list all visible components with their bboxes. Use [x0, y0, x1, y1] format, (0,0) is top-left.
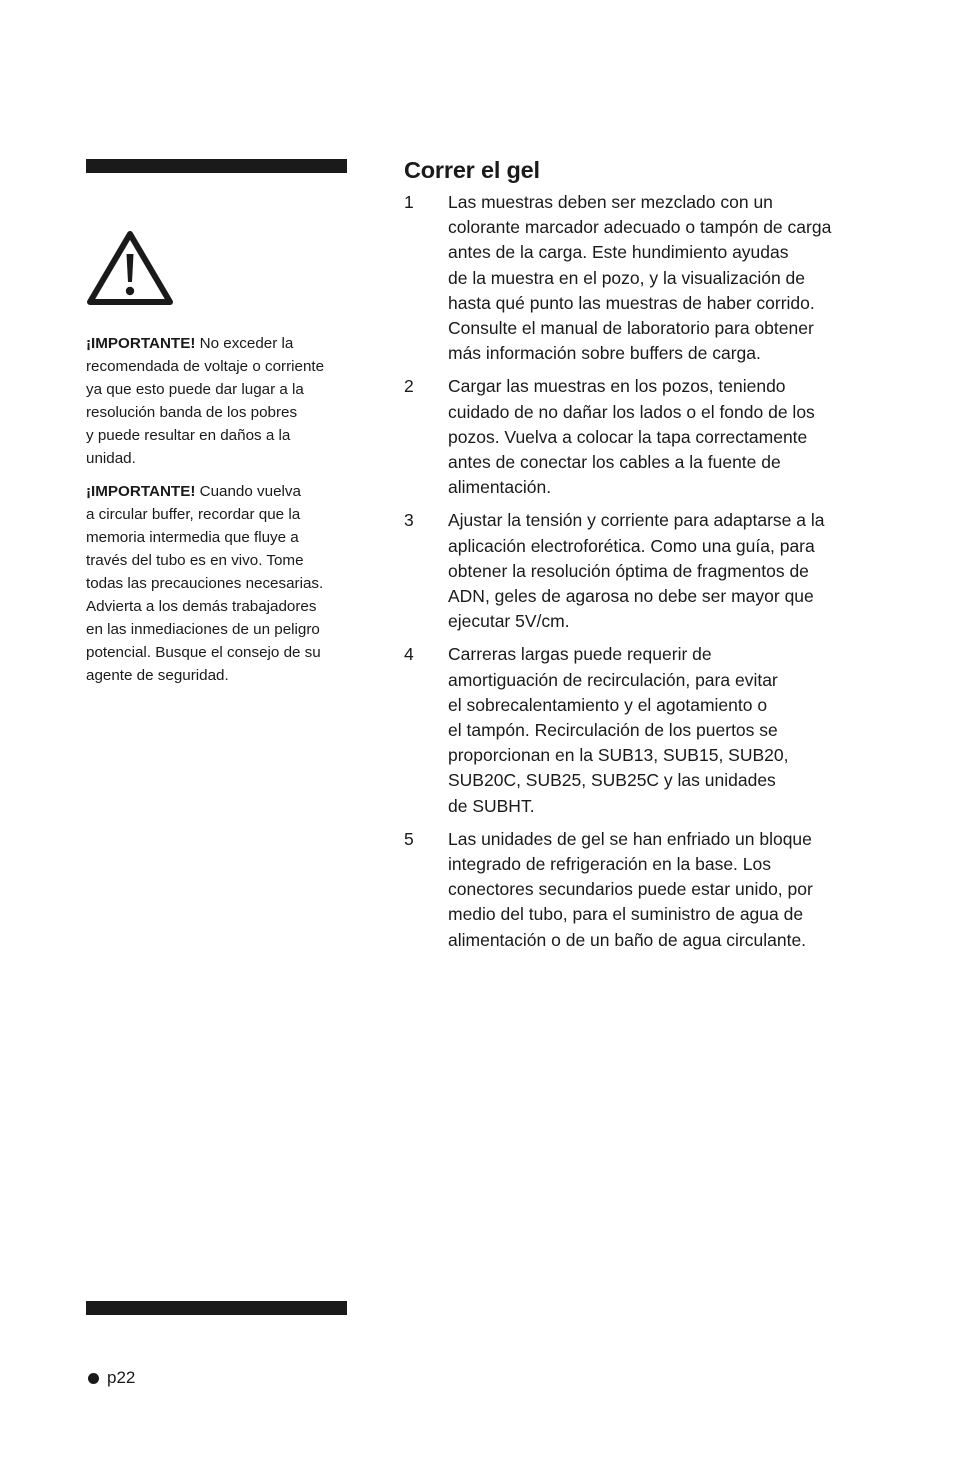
- step-number: 4: [404, 644, 414, 665]
- page-footer: [88, 1366, 135, 1390]
- step-number: 2: [404, 376, 414, 397]
- note-label: ¡IMPORTANTE!: [86, 483, 196, 500]
- warning-triangle-icon: [86, 230, 174, 306]
- note-text: No exceder la recomendada de voltaje o corriente ya que esto puede dar lugar a la resolución banda de los pobres y puede resultar en daños a la unidad.: [86, 335, 325, 467]
- step-item: [404, 508, 874, 634]
- step-number: 3: [404, 510, 414, 531]
- sidebar-notes: [86, 332, 350, 697]
- section-title: Correr el gel: [404, 157, 540, 183]
- page-number: p22: [107, 1368, 136, 1387]
- step-text: Las unidades de gel se han enfriado un bloque integrado de refrigeración en la base. Los conectores secundarios puede estar unido, por medio del tubo, para el suministro de agua de alimentación o de un baño de agua circulante.: [448, 828, 813, 950]
- step-text: Cargar las muestras en los pozos, teniendo cuidado de no dañar los lados o el fondo de los pozos. Vuelva a colocar la tapa correctamente antes de conectar los cables a la fuente de alimentación.: [448, 376, 815, 498]
- step-text: Las muestras deben ser mezclado con un colorante marcador adecuado o tampón de carga antes de la carga. Este hundimiento ayudas de la muestra en el pozo, y la visualización de hasta qué punto las muestras de haber corrido. Consulte el manual de laboratorio para obtener más información sobre buffers de carga.: [448, 192, 832, 364]
- important-note-2: [86, 480, 350, 687]
- step-number: 1: [404, 192, 414, 212]
- step-item: [404, 190, 874, 366]
- step-text: Ajustar la tensión y corriente para adaptarse a la aplicación electroforética. Como una guía, para obtener la resolución óptima de fragmentos de ADN, geles de agarosa no debe ser mayor que ejecutar 5V/cm.: [448, 510, 825, 632]
- step-number: 5: [404, 828, 414, 849]
- step-item: [404, 827, 874, 953]
- top-divider-bar: [86, 159, 347, 173]
- step-text: Carreras largas puede requerir de amortiguación de recirculación, para evitar el sobrecalentamiento y el agotamiento o el tampón. Recirculación de los puertos se proporcionan en la SUB13, SUB15, SUB20, SUB20C, SUB25, SUB25C y las unidades de SUBHT.: [448, 644, 789, 816]
- step-item: [404, 642, 874, 818]
- bullet-dot-icon: [88, 1373, 99, 1384]
- important-note-1: [86, 332, 350, 470]
- note-label: ¡IMPORTANTE!: [86, 335, 196, 352]
- note-text: Cuando vuelva a circular buffer, recordar que la memoria intermedia que fluye a través del tubo es en vivo. Tome todas las precauciones necesarias. Advierta a los demás trabajadores en las inmediaciones de un peligro potencial. Busque el consejo de su agente de seguridad.: [86, 483, 324, 684]
- step-item: [404, 374, 874, 500]
- bottom-divider-bar: [86, 1301, 347, 1315]
- main-content: [404, 154, 874, 961]
